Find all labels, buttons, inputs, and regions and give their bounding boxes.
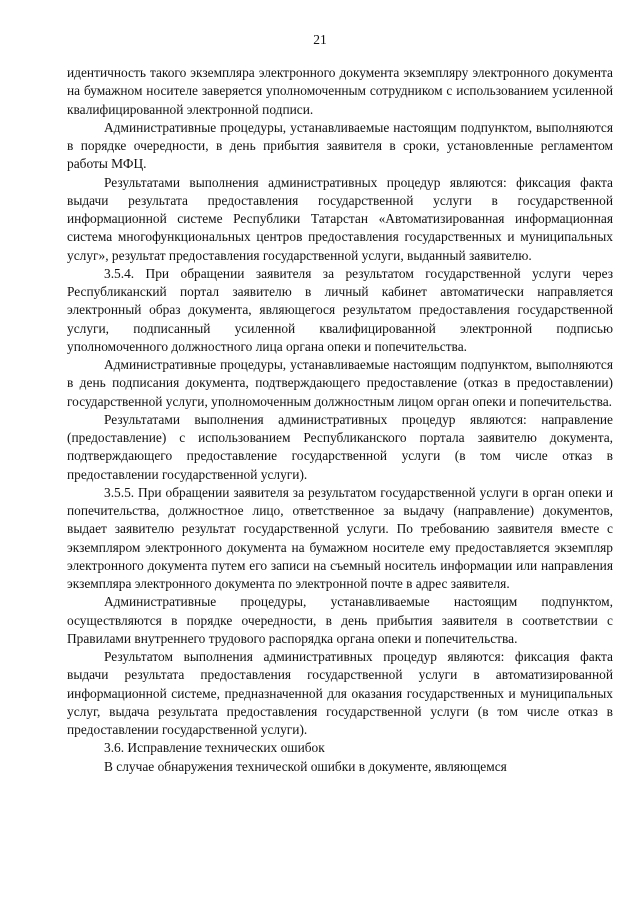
section-heading-3-6: 3.6. Исправление технических ошибок [104, 740, 325, 756]
paragraph: Административные процедуры, устанавливаемые настоящим подпунктом, выполняются в день подписания документа, подтверждающего предоставление (отказ в предоставлении) государственной услуги, уполномоченным должностным лицом орган опеки и попечительства. [67, 357, 613, 409]
paragraph: Результатом выполнения административных процедур являются: фиксация факта выдачи результата предоставления государственной услуги в автоматизированной информационной системе, предназначенной для оказания государственных и муниципальных услуг, выдача результата предоставления государственной услуги (в том числе отказ в предоставлении государственной услуги). [67, 649, 613, 737]
paragraph: Административные процедуры, устанавливаемые настоящим подпунктом, осуществляются в порядке очередности, в день прибытия заявителя в соответствии с Правилами внутреннего трудового распорядка органа опеки и попечительства. [67, 594, 613, 646]
paragraph: идентичность такого экземпляра электронного документа экземпляру электронного документа на бумажном носителе заверяется уполномоченным сотрудником с использованием усиленной квалифицированной электронной подписи. [67, 65, 613, 117]
paragraph: Результатами выполнения административных процедур являются: направление (предоставление) с использованием Республиканского портала заявителю документа, подтверждающего предоставление государственной услуги (в том числе отказ в предоставлении государственной услуги). [67, 411, 613, 482]
page-number: 21 [313, 32, 327, 47]
paragraph: Результатами выполнения административных процедур являются: фиксация факта выдачи результата предоставления государственной услуги в государственной информационной системе Республики Татарстан «Автоматизированная информационная система многофункциональных центров предоставления государственных и муниципальных услуг», результат предоставления государственной услуги, выданный заявителю. [67, 174, 613, 263]
paragraph: Административные процедуры, устанавливаемые настоящим подпунктом, выполняются в порядке очередности, в день прибытия заявителя в сроки, установленные регламентом работы МФЦ. [67, 119, 613, 172]
document-body [67, 64, 613, 776]
paragraph-3-5-4: 3.5.4. При обращении заявителя за результатом государственной услуги через Республиканский портал заявителю в личный кабинет автоматически направляется электронный образ документа, являющегося результатом предоставления государственной услуги, подписанный усиленной квалифицированной электронной подписью уполномоченного должностного лица органа опеки и попечительства. [67, 265, 613, 354]
paragraph: В случае обнаружения технической ошибки в документе, являющемся [104, 758, 507, 774]
paragraph-3-5-5: 3.5.5. При обращении заявителя за результатом государственной услуги в орган опеки и попечительства, должностное лицо, ответственное за выдачу (направление) документов, выдает заявителю результат государственной услуги. По требованию заявителя вместе с экземпляром электронного документа на бумажном носителе ему предоставляется экземпляр электронного документа путем его записи на съемный носитель информации или направления экземпляра электронного документа по электронной почте в адрес заявителя. [67, 484, 613, 591]
